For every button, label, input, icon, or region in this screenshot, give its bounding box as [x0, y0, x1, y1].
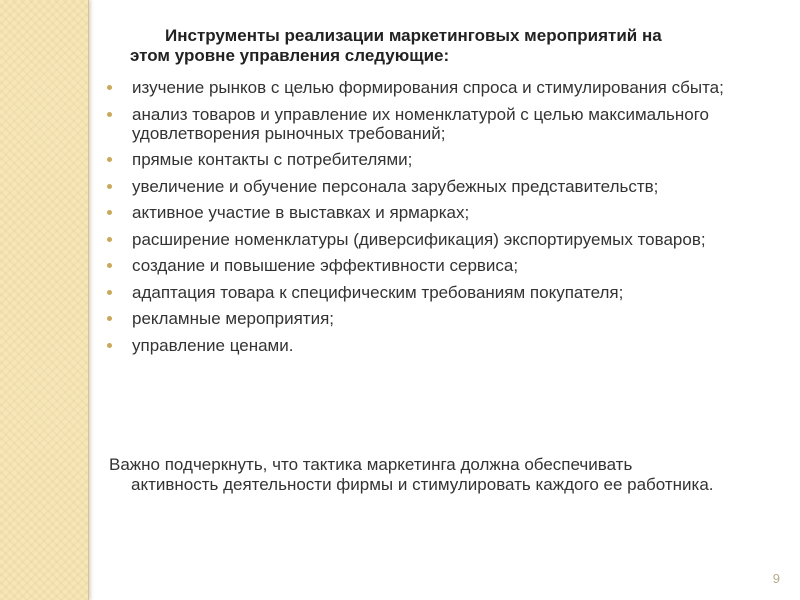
list-item — [107, 203, 787, 222]
slide-title-line-1: Инструменты реализации маркетинговых мероприятий на — [165, 26, 662, 45]
list-item-text: изучение рынков с целью формирования спроса и стимулирования сбыта; — [132, 78, 724, 97]
list-item-text: увеличение и обучение персонала зарубежных представительств; — [132, 176, 659, 196]
bullet-dot-icon — [107, 237, 112, 242]
list-item-text: создание и повышение эффективности сервиса; — [132, 256, 519, 275]
bullet-dot-icon — [107, 263, 112, 268]
list-item — [107, 150, 787, 169]
list-item — [107, 177, 787, 196]
list-item — [107, 283, 787, 302]
list-item — [107, 230, 787, 249]
list-item — [107, 105, 787, 143]
list-item — [107, 78, 787, 97]
list-item-text: управление ценами. — [132, 335, 294, 355]
tools-list — [107, 78, 787, 362]
bullet-dot-icon — [107, 112, 112, 117]
list-item-text: расширение номенклатуры (диверсификация) экспортируемых товаров; — [132, 229, 706, 249]
bullet-dot-icon — [107, 343, 112, 348]
bullet-dot-icon — [107, 85, 112, 90]
list-item-text: анализ товаров и управление их номенклатурой с целью максимального удовлетворения рыночных требований; — [132, 104, 710, 143]
conclusion-line-2: активность деятельности фирмы и стимулировать каждого ее работника. — [131, 475, 714, 494]
list-item — [107, 309, 787, 328]
list-item — [107, 336, 787, 355]
list-item-text: активное участие в выставках и ярмарках; — [132, 203, 470, 222]
page-number: 9 — [772, 571, 780, 586]
list-item-text: адаптация товара к специфическим требованиям покупателя; — [132, 282, 624, 302]
list-item-text: прямые контакты с потребителями; — [132, 150, 413, 169]
slide-title — [130, 26, 775, 66]
list-item-text: рекламные мероприятия; — [132, 309, 335, 328]
conclusion-paragraph — [109, 455, 759, 495]
list-item — [107, 256, 787, 275]
bullet-dot-icon — [107, 210, 112, 215]
decorative-side-strip — [0, 0, 89, 600]
bullet-dot-icon — [107, 316, 112, 321]
conclusion-line-1: Важно подчеркнуть, что тактика маркетинга должна обеспечивать — [109, 455, 633, 474]
slide-title-line-2: этом уровне управления следующие: — [130, 46, 450, 65]
bullet-dot-icon — [107, 184, 112, 189]
bullet-dot-icon — [107, 157, 112, 162]
bullet-dot-icon — [107, 290, 112, 295]
